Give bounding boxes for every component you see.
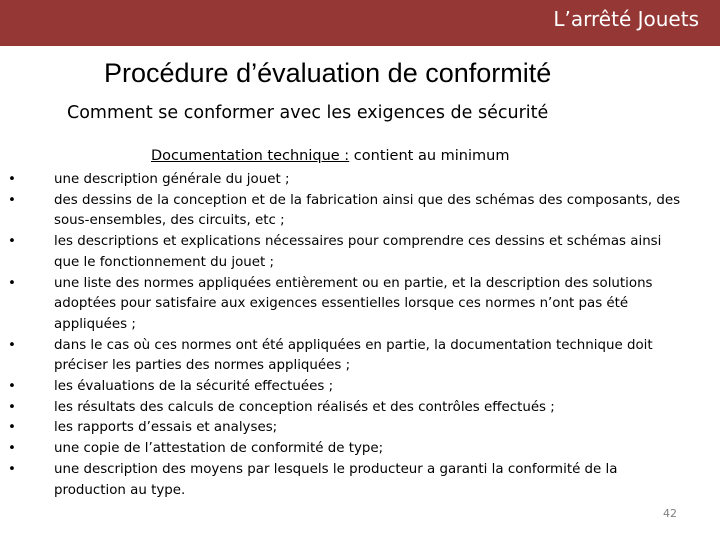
page-title: Procédure d’évaluation de conformité [104, 58, 552, 88]
header-bar [0, 0, 720, 46]
list-item-text: les descriptions et explications nécessaires pour comprendre ces dessins et schémas ainsi que le fonctionnement du jouet ; [54, 234, 662, 270]
list-item [7, 232, 687, 273]
list-item-text: les résultats des calculs de conception réalisés et des contrôles effectués ; [54, 399, 555, 415]
page-number: 42 [663, 507, 677, 520]
list-item [7, 274, 687, 336]
section-heading [151, 148, 509, 164]
bullet-icon: • [8, 379, 16, 395]
bullet-icon: • [8, 461, 16, 477]
list-item [7, 460, 687, 501]
list-item [7, 377, 687, 398]
bullet-icon: • [8, 399, 16, 415]
list-item-text: une description générale du jouet ; [54, 172, 290, 187]
bullet-icon: • [8, 420, 16, 436]
page-subtitle: Comment se conformer avec les exigences de sécurité [67, 103, 549, 123]
list-item-text: les rapports d’essais et analyses; [54, 420, 278, 436]
header-title: L’arrêté Jouets [553, 7, 699, 31]
list-item [7, 439, 687, 460]
section-heading-label: Documentation technique : [151, 148, 350, 164]
bullet-icon: • [8, 337, 16, 353]
list-item [7, 191, 687, 232]
bullet-icon: • [8, 192, 16, 208]
section-heading-rest: contient au minimum [349, 148, 510, 164]
bullet-icon: • [8, 172, 16, 187]
bullet-icon: • [8, 234, 16, 250]
list-item [7, 336, 687, 377]
list-item-text: les évaluations de la sécurité effectuées ; [54, 379, 334, 395]
list-item-text: une liste des normes appliquées entièrement ou en partie, et la description des solutions adoptées pour satisfaire aux exigences essentielles lorsque ces normes n’ont pas été appliquées ; [54, 275, 653, 332]
list-item [7, 418, 687, 439]
bullet-icon: • [8, 275, 16, 291]
list-item-text: une description des moyens par lesquels le producteur a garanti la conformité de la production au type. [54, 461, 618, 498]
list-item-text: des dessins de la conception et de la fabrication ainsi que des schémas des composants, des sous-ensembles, des circuits, etc ; [54, 192, 681, 229]
list-item [7, 170, 687, 191]
bullet-list [7, 170, 687, 501]
bullet-icon: • [8, 441, 16, 457]
list-item-text: dans le cas où ces normes ont été appliquées en partie, la documentation technique doit préciser les parties des normes appliquées ; [54, 337, 653, 374]
list-item [7, 398, 687, 419]
list-item-text: une copie de l’attestation de conformité de type; [54, 441, 384, 457]
